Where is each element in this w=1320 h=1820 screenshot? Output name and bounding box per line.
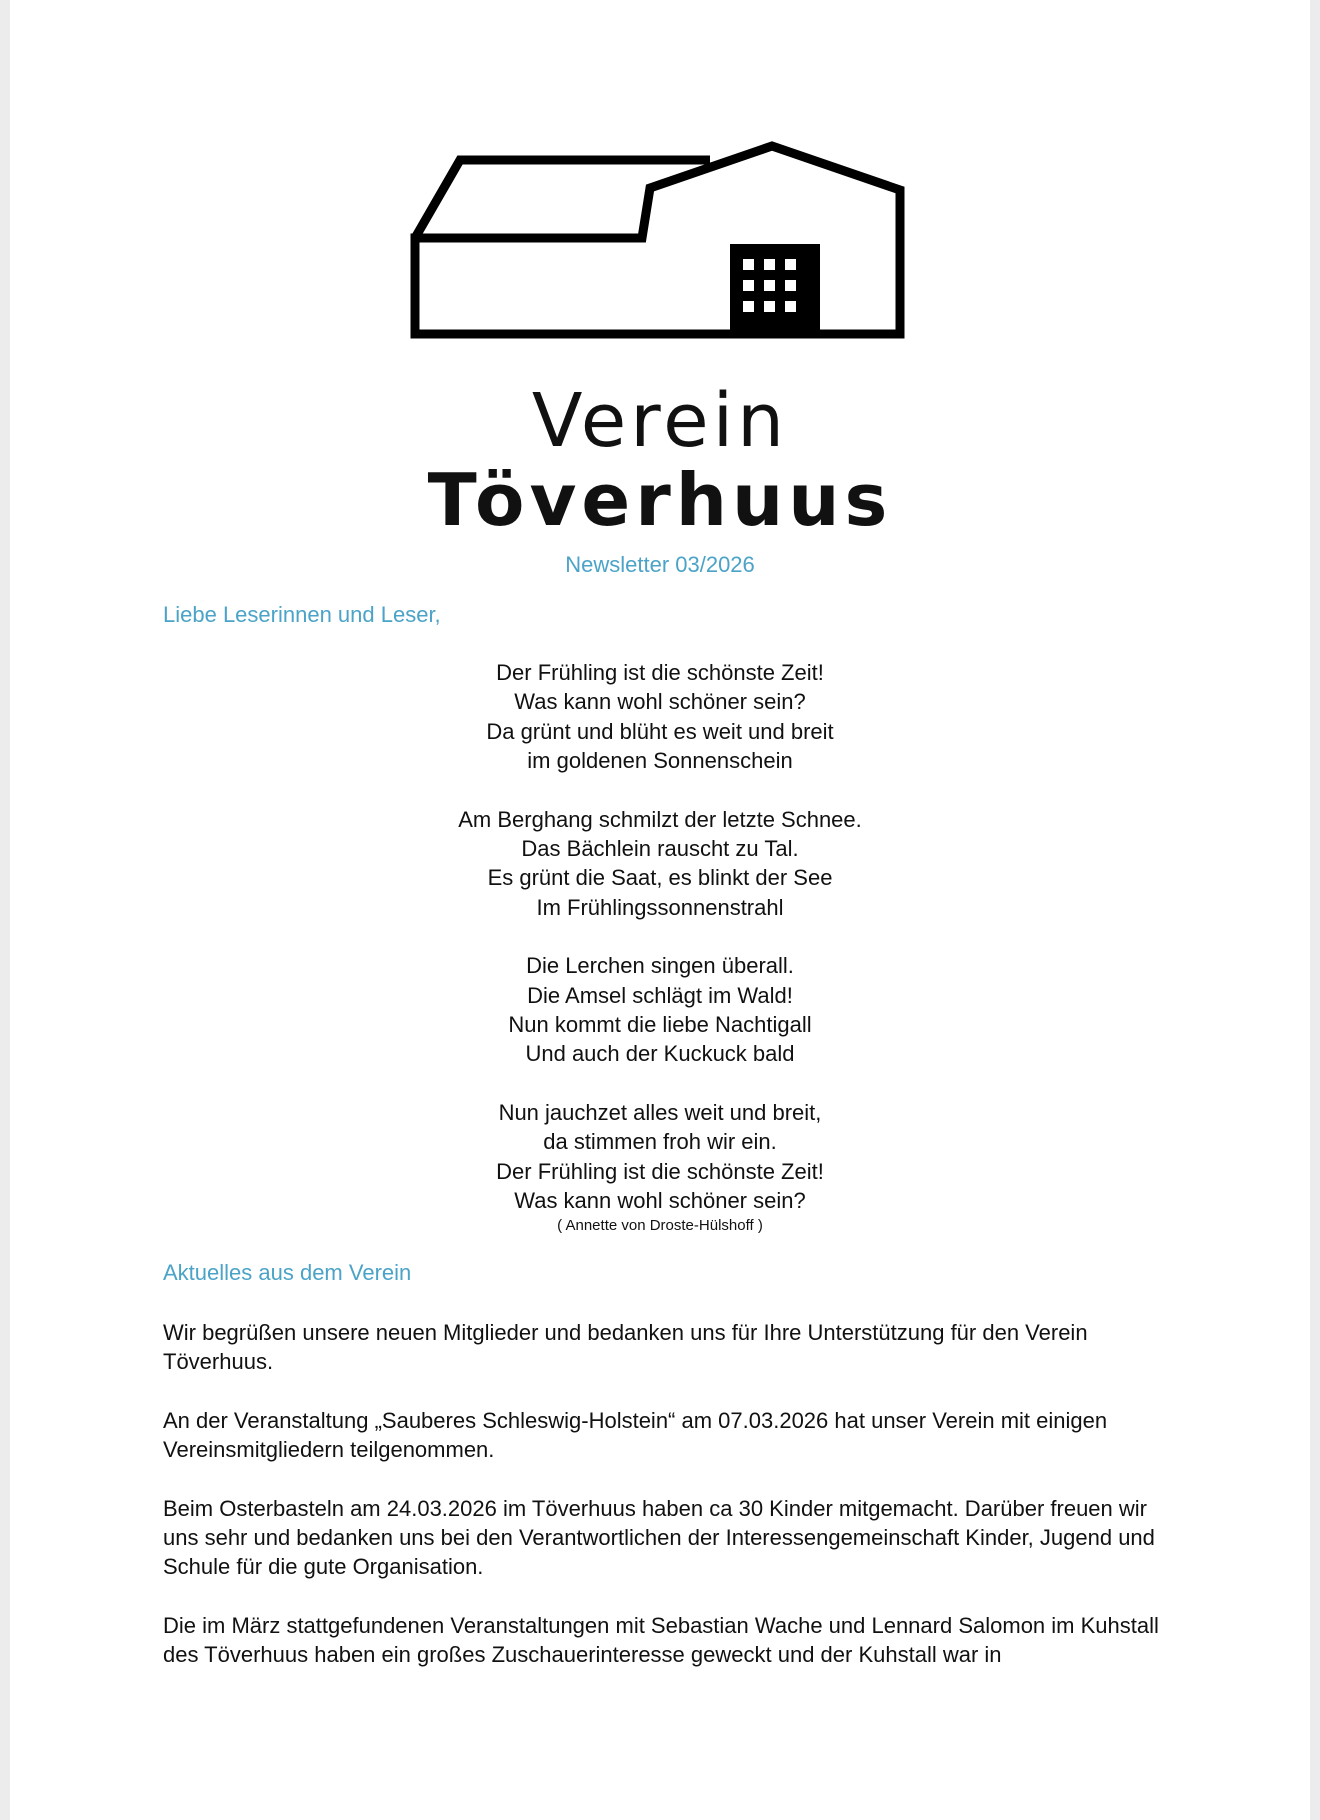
poem-line: Am Berghang schmilzt der letzte Schnee. [458,806,862,832]
newsletter-label: Newsletter 03/2026 [565,552,755,577]
news-paragraph: Beim Osterbasteln am 24.03.2026 im Töverhuus haben ca 30 Kinder mitgemacht. Darüber freuen wir uns sehr und bedanken uns bei den Verantwortlichen der Interessengemeinschaft Kinder, Jugend und Schule für die gute Organisation. [163,1495,1155,1580]
poem-line: Nun kommt die liebe Nachtigall [508,1012,812,1038]
greeting: Liebe Leserinnen und Leser, [163,602,441,627]
farmhouse-logo-icon [410,138,906,348]
poem-line: Nun jauchzet alles weit und breit, [498,1099,822,1125]
poem-stanza [0,1098,1320,1216]
news-paragraph: An der Veranstaltung „Sauberes Schleswig-Holstein“ am 07.03.2026 hat unser Verein mit einigen Vereinsmitgliedern teilgenommen. [163,1407,1108,1463]
news-body [163,1318,1163,1699]
poem-line: Was kann wohl schöner sein? [514,689,806,715]
poem-line: Die Amsel schlägt im Wald! [527,982,793,1008]
poem-line: Der Frühling ist die schönste Zeit! [496,660,824,685]
poem-stanza [0,951,1320,1069]
logo-title-toeverhuus: Töverhuus [427,458,893,542]
news-paragraph: Die im März stattgefundenen Veranstaltungen mit Sebastian Wache und Lennard Salomon im Kuhstall des Töverhuus haben ein großes Zuschauerinteresse geweckt und der Kuhstall war in [163,1612,1159,1668]
poem-line: Da grünt und blüht es weit und breit [486,718,834,744]
poem-stanza [0,805,1320,923]
poem-line: da stimmen froh wir ein. [543,1129,777,1155]
poem-line: Im Frühlingssonnenstrahl [536,894,784,920]
poem-author: ( Annette von Droste-Hülshoff ) [557,1216,763,1234]
poem-line: Der Frühling ist die schönste Zeit! [496,1158,824,1184]
logo-title-verein: Verein [531,378,789,464]
poem-stanza [0,658,1320,776]
poem-line: Und auch der Kuckuck bald [525,1041,795,1067]
poem-line: Was kann wohl schöner sein? [514,1188,806,1214]
news-paragraph: Wir begrüßen unsere neuen Mitglieder und bedanken uns für Ihre Unterstützung für den Verein Töverhuus. [163,1320,1088,1375]
section-title: Aktuelles aus dem Verein [163,1260,412,1285]
poem-line: Das Bächlein rauscht zu Tal. [521,836,799,862]
poem [0,658,1320,1236]
poem-line: Die Lerchen singen überall. [526,953,794,979]
poem-line: Es grünt die Saat, es blinkt der See [487,865,833,891]
poem-line: im goldenen Sonnenschein [527,748,793,774]
